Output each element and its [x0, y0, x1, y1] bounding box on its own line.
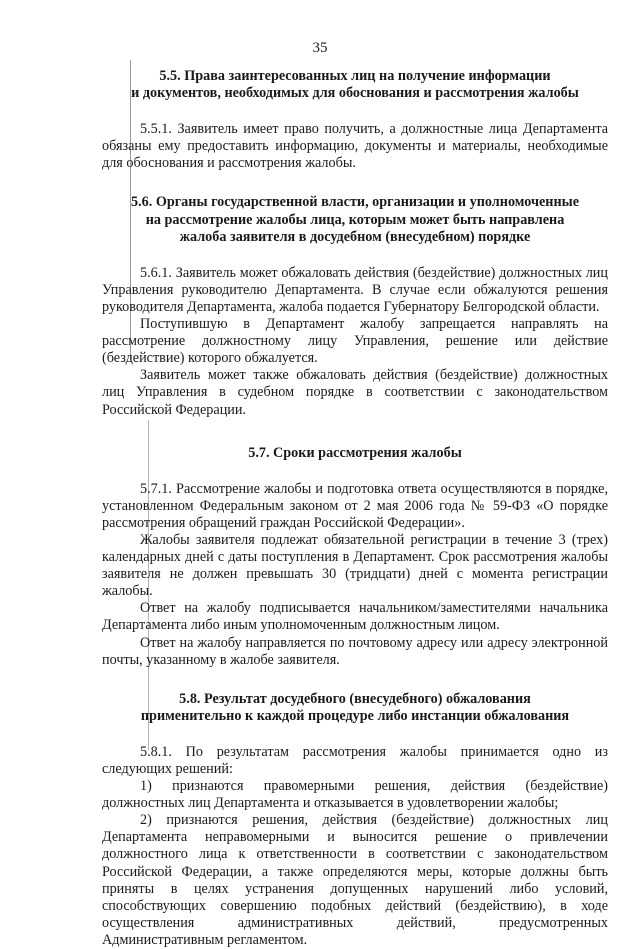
paragraph: 5.6.1. Заявитель может обжаловать действия (бездействие) должностных лиц Управления руководителю Департамента. В случае если обжалуются решения руководителя Департамента, жалоба подается Губернатору Белгородской области.: [102, 264, 608, 315]
list-item: 2) признаются решения, действия (бездействие) должностных лиц Департамента неправомерными и выносится решение о привлечении должностного лица к ответственности в соответствии с законодательством Российской Федерации, а также определяются меры, которые должны быть приняты в целях устранения допущенных нарушений либо условий, способствующих совершению подобных действий (бездействию), в ходе осуществления административных действий, предусмотренных Административным регламентом.: [102, 812, 608, 948]
paragraph: 5.8.1. По результатам рассмотрения жалобы принимается одно из следующих решений:: [102, 743, 608, 777]
paragraph: 5.5.1. Заявитель имеет право получить, а должностные лица Департамента обязаны ему предоставить информацию, документы и материалы, необходимые для обоснования и рассмотрения жалобы.: [102, 121, 608, 172]
paragraph: Поступившую в Департамент жалобу запрещается направлять на рассмотрение должностному лицу Управления, решение или действие (бездействие) которого обжалуется.: [102, 316, 608, 367]
document-body: [102, 68, 608, 949]
paragraph: Заявитель может также обжаловать действия (бездействие) должностных лиц Управления в судебном порядке в соответствии с законодательством Российской Федерации.: [102, 367, 608, 418]
section-heading-5-6: [102, 194, 608, 245]
paragraph: Ответ на жалобу направляется по почтовому адресу или адресу электронной почты, указанному в жалобе заявителя.: [102, 634, 608, 668]
paragraph: 5.7.1. Рассмотрение жалобы и подготовка ответа осуществляются в порядке, установленном Федеральным законом от 2 мая 2006 года № 59-ФЗ «О порядке рассмотрения обращений граждан Российской Федерации».: [102, 480, 608, 531]
heading-line: жалоба заявителя в досудебном (внесудебном) порядке: [179, 228, 531, 245]
heading-line: 5.7. Сроки рассмотрения жалобы: [248, 444, 462, 461]
heading-line: 5.6. Органы государственной власти, организации и уполномоченные: [130, 194, 579, 211]
heading-line: на рассмотрение жалобы лица, которым может быть направлена: [145, 211, 565, 228]
section-heading-5-8: [102, 691, 608, 725]
section-heading-5-5: [102, 68, 608, 102]
page-number: 35: [312, 40, 328, 56]
paragraph: Ответ на жалобу подписывается начальником/заместителями начальника Департамента либо иным уполномоченным должностным лицом.: [102, 600, 608, 634]
heading-line: 5.8. Результат досудебного (внесудебного) обжалования: [179, 690, 531, 707]
section-heading-5-7: [102, 445, 608, 462]
heading-line: 5.5. Права заинтересованных лиц на получение информации: [159, 68, 551, 84]
list-item: 1) признаются правомерными решения, действия (бездействие) должностных лиц Департамента и отказывается в удовлетворении жалобы;: [102, 778, 608, 812]
heading-line: применительно к каждой процедуре либо инстанции обжалования: [140, 707, 570, 724]
paragraph: Жалобы заявителя подлежат обязательной регистрации в течение 3 (трех) календарных дней с даты поступления в Департамент. Срок рассмотрения жалобы заявителя не должен превышать 30 (тридцати) дней с момента регистрации жалобы.: [102, 531, 608, 600]
heading-line: и документов, необходимых для обоснования и рассмотрения жалобы: [131, 85, 579, 102]
